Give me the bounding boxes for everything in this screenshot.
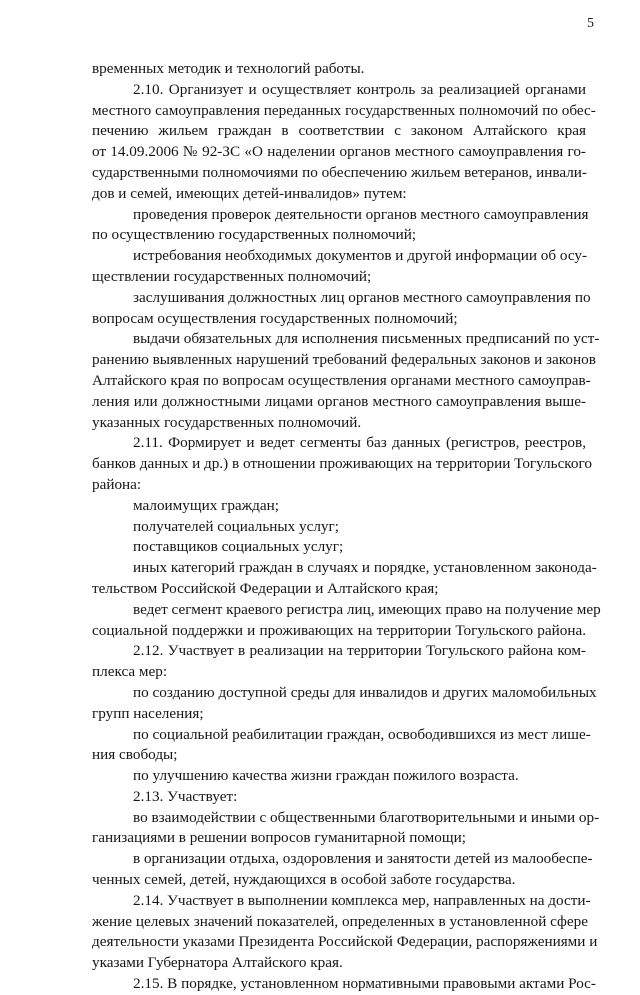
text-line: тельством Российской Федерации и Алтайского края; (92, 579, 439, 597)
text-line: плекса мер: (92, 663, 168, 681)
text-line: от 14.09.2006 № 92-ЗС «О наделении органов местного самоуправления го- (92, 143, 586, 161)
text-line: социальной поддержки и проживающих на территории Тогульского района. (92, 621, 586, 639)
text-line: во взаимодействии с общественными благотворительными и иными ор- (133, 808, 600, 826)
text-line: ченных семей, детей, нуждающихся в особой заботе государства. (92, 871, 516, 889)
text-line: по созданию доступной среды для инвалидов и других маломобильных (133, 683, 597, 701)
text-line: ния свободы; (92, 746, 178, 764)
text-line: заслушивания должностных лиц органов местного самоуправления по (133, 288, 591, 306)
text-line: жение целевых значений показателей, определенных в установленной сфере (92, 912, 588, 930)
text-line: местного самоуправления переданных государственных полномочий по обес- (92, 101, 596, 119)
document-body (0, 59, 640, 995)
text-line: сударственными полномочиями по обеспечению жильем ветеранов, инвали- (92, 163, 587, 181)
text-line: дов и семей, имеющих детей-инвалидов» путем: (92, 184, 407, 202)
text-line: Алтайского края по вопросам осуществления органами местного самоуправ- (92, 371, 591, 389)
text-line: ранению выявленных нарушений требований федеральных законов и законов (92, 351, 596, 369)
text-line: ведет сегмент краевого регистра лиц, имеющих право на получение мер (133, 600, 601, 618)
text-line: 2.10. Организует и осуществляет контроль за реализацией органами (133, 80, 586, 98)
text-line: указами Губернатора Алтайского края. (92, 954, 343, 972)
text-line: получателей социальных услуг; (133, 517, 339, 535)
text-line: по социальной реабилитации граждан, освободившихся из мест лише- (133, 725, 591, 743)
text-line: по улучшению качества жизни граждан пожилого возраста. (133, 767, 519, 785)
text-line: 2.12. Участвует в реализации на территории Тогульского района ком- (133, 642, 586, 660)
text-line: временных методик и технологий работы. (92, 60, 365, 77)
text-line: групп населения; (92, 704, 204, 722)
text-line: истребования необходимых документов и другой информации об осу- (133, 247, 588, 265)
text-line: в организации отдыха, оздоровления и занятости детей из малообеспе- (133, 850, 593, 868)
text-line: печению жильем граждан в соответствии с законом Алтайского края (92, 122, 586, 140)
text-line: 2.14. Участвует в выполнении комплекса мер, направленных на дости- (133, 891, 591, 909)
page-number: 5 (587, 16, 594, 31)
text-line: вопросам осуществления государственных полномочий; (92, 309, 458, 327)
text-line: проведения проверок деятельности органов местного самоуправления (133, 205, 589, 223)
text-line: указанных государственных полномочий. (92, 413, 362, 431)
text-line: ления или должностными лицами органов местного самоуправления выше- (92, 392, 586, 410)
text-line: банков данных и др.) в отношении проживающих на территории Тогульского (92, 455, 592, 473)
text-line: иных категорий граждан в случаях и порядке, установленном законода- (133, 559, 597, 577)
text-line: 2.15. В порядке, установленном нормативными правовыми актами Рос- (133, 975, 596, 993)
text-line: деятельности указами Президента Российской Федерации, распоряжениями и (92, 933, 598, 951)
text-line: поставщиков социальных услуг; (133, 538, 344, 556)
text-line: ганизациями в решении вопросов гуманитарной помощи; (92, 829, 466, 847)
text-line: ществлении государственных полномочий; (92, 267, 372, 285)
text-line: 2.13. Участвует: (133, 787, 238, 805)
text-line: по осуществлению государственных полномочий; (92, 226, 417, 244)
text-line: малоимущих граждан; (133, 496, 279, 514)
text-line: выдачи обязательных для исполнения письменных предписаний по уст- (133, 330, 600, 348)
text-line: 2.11. Формирует и ведет сегменты баз данных (регистров, реестров, (133, 434, 586, 452)
text-line: района: (92, 475, 142, 493)
